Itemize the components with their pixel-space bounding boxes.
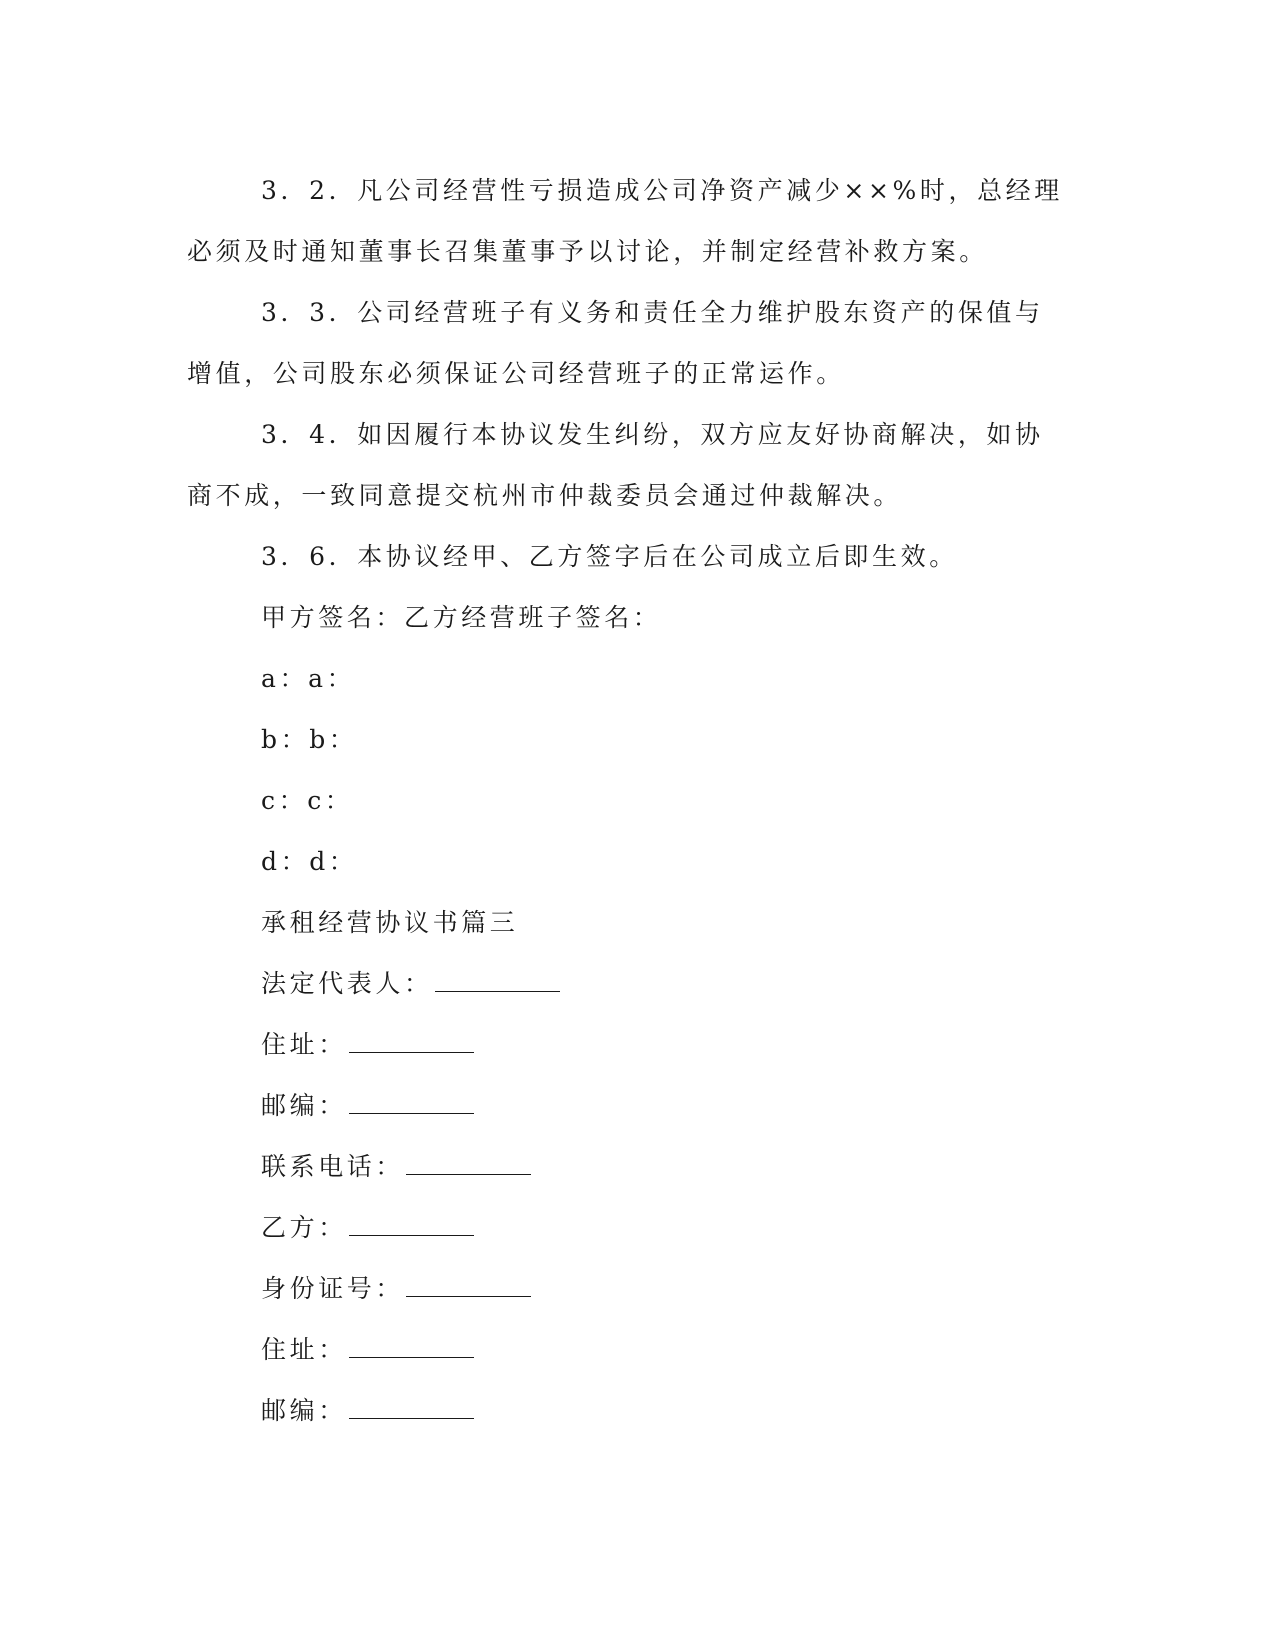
- field-label: 住址：: [261, 1335, 347, 1364]
- signature-line-a: a：a：: [261, 664, 356, 693]
- fill-blank: [349, 1032, 474, 1053]
- field-label: 法定代表人：: [261, 969, 433, 998]
- field-phone: [187, 1136, 1067, 1197]
- signature-line-b: b：b：: [261, 725, 358, 754]
- clause-3-4: 3．4．如因履行本协议发生纠纷，双方应友好协商解决，如协商不成，一致同意提交杭州市仲裁委员会通过仲裁解决。: [187, 420, 1044, 510]
- fill-blank: [406, 1154, 531, 1175]
- signature-line-c: c：c：: [261, 786, 354, 815]
- field-label: 联系电话：: [261, 1152, 405, 1181]
- fill-blank: [349, 1337, 474, 1358]
- field-id-number: [187, 1258, 1067, 1319]
- clause-3-3: 3．3．公司经营班子有义务和责任全力维护股东资产的保值与增值，公司股东必须保证公司经营班子的正常运作。: [187, 298, 1044, 388]
- section-title: 承租经营协议书篇三: [261, 908, 519, 937]
- fill-blank: [349, 1398, 474, 1419]
- fill-blank: [349, 1215, 474, 1236]
- signature-heading: 甲方签名：乙方经营班子签名：: [261, 603, 662, 632]
- clause-3-2: 3．2．凡公司经营性亏损造成公司净资产减少××%时，总经理必须及时通知董事长召集董事予以讨论，并制定经营补救方案。: [187, 176, 1063, 266]
- field-label: 邮编：: [261, 1091, 347, 1120]
- field-address-a: [187, 1014, 1067, 1075]
- field-label: 住址：: [261, 1030, 347, 1059]
- document-page: [187, 160, 1067, 1441]
- signature-line-d: d：d：: [261, 847, 358, 876]
- field-postcode-a: [187, 1075, 1067, 1136]
- field-label: 身份证号：: [261, 1274, 405, 1303]
- clause-3-6: 3．6．本协议经甲、乙方签字后在公司成立后即生效。: [261, 542, 958, 571]
- field-party-b: [187, 1197, 1067, 1258]
- fill-blank: [349, 1093, 474, 1114]
- field-label: 邮编：: [261, 1396, 347, 1425]
- fill-blank: [435, 971, 560, 992]
- field-address-b: [187, 1319, 1067, 1380]
- field-legal-representative: [187, 953, 1067, 1014]
- fill-blank: [406, 1276, 531, 1297]
- field-postcode-b: [187, 1380, 1067, 1441]
- field-label: 乙方：: [261, 1213, 347, 1242]
